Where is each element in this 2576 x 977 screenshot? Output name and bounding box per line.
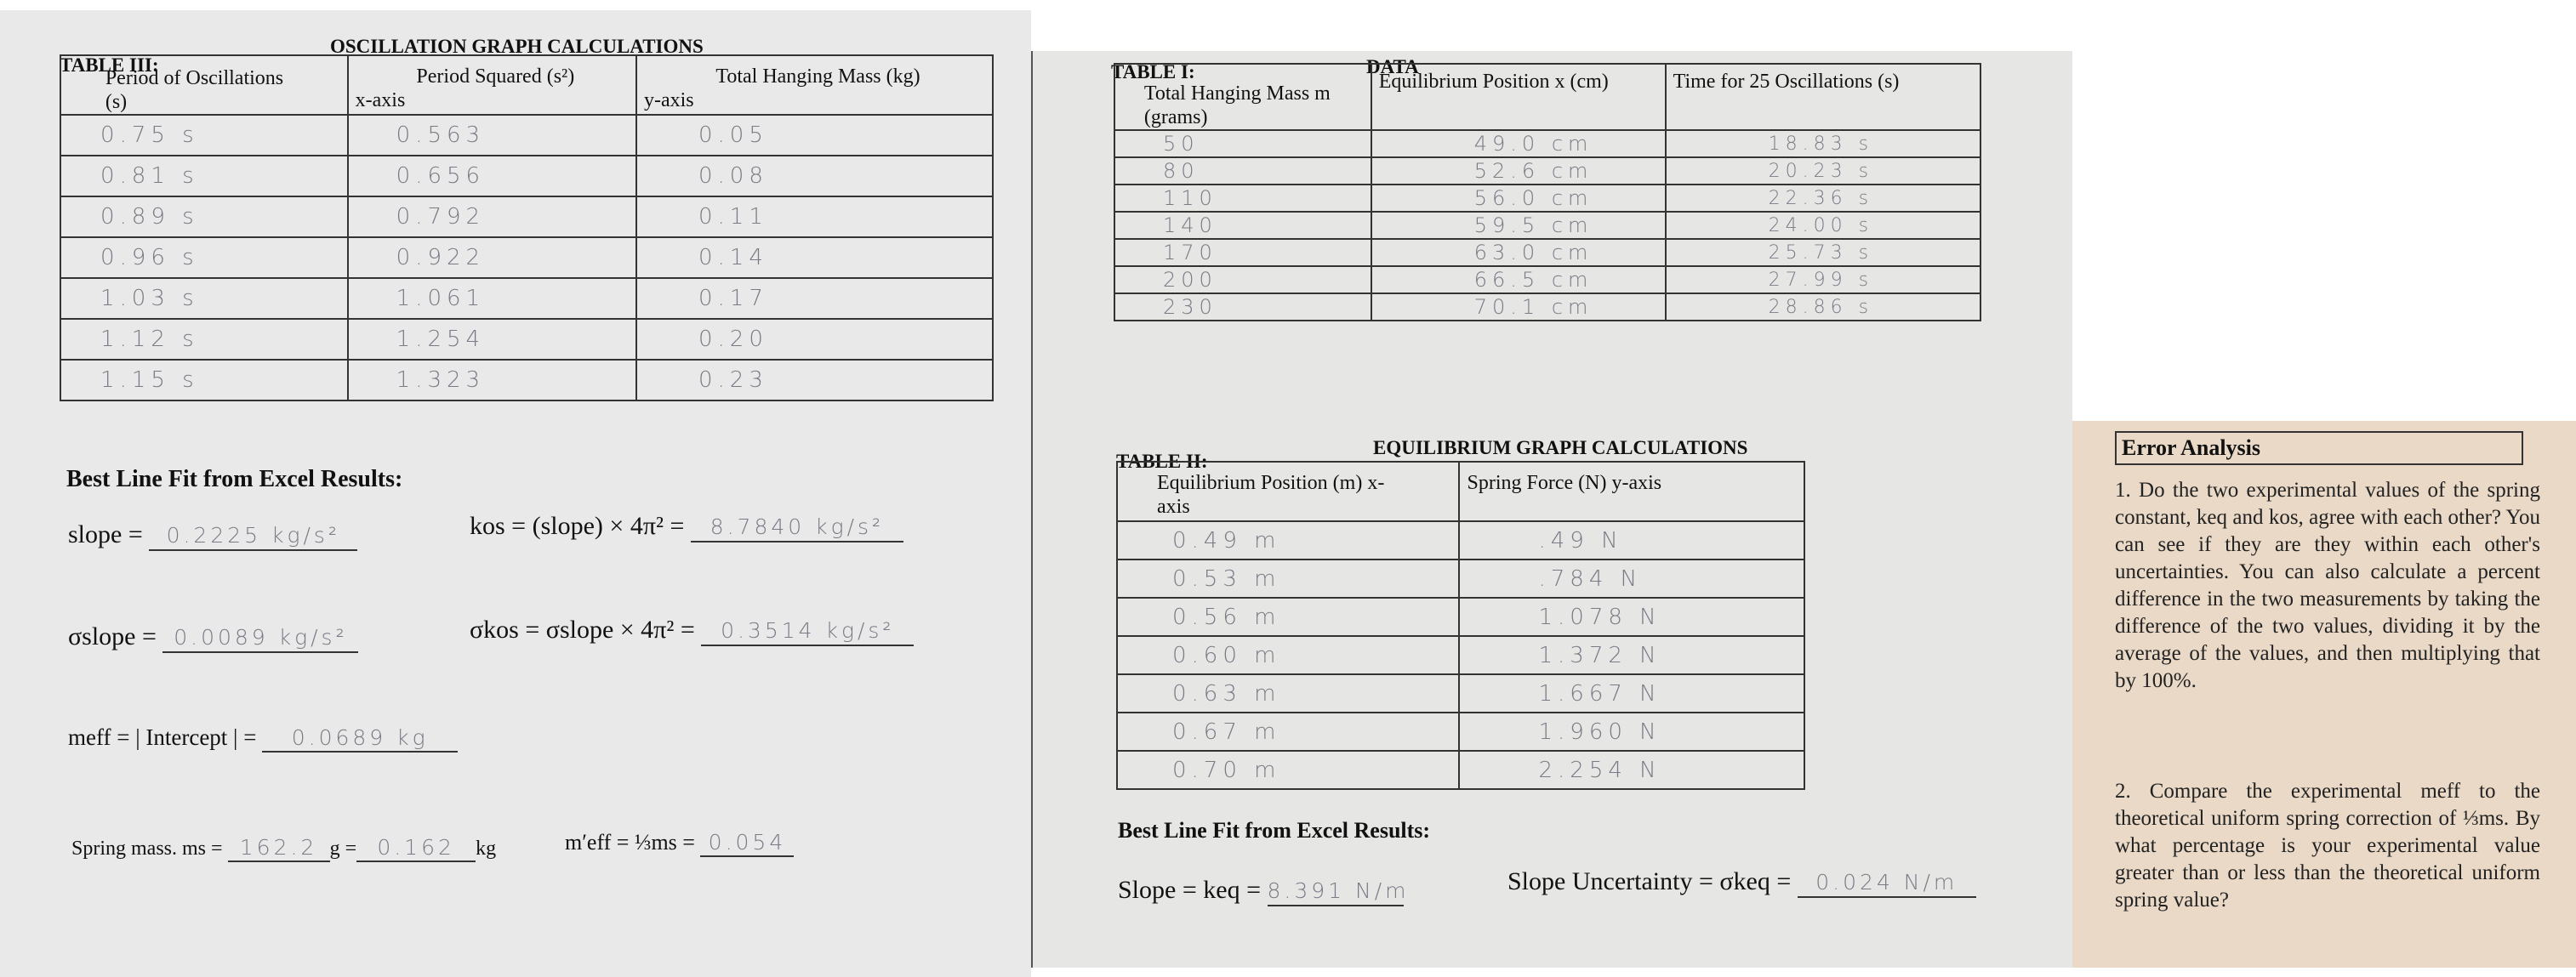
table2-grid — [1116, 461, 1805, 790]
meff-prime-value: 0.054 — [708, 830, 787, 855]
keq-label: Slope = keq = — [1118, 876, 1261, 904]
spring-mass-label: Spring mass. ms = — [71, 838, 223, 860]
table3-title: OSCILLATION GRAPH CALCULATIONS — [330, 36, 704, 57]
table1-cell: 50 — [1114, 130, 1371, 157]
table3-excel-heading: Best Line Fit from Excel Results: — [66, 466, 403, 492]
spring-mass-kg-field — [356, 835, 476, 862]
table2-cell: 0.60 m — [1117, 636, 1459, 674]
slope-label: slope = — [68, 520, 143, 548]
table3-cell: 0.81 s — [60, 156, 348, 196]
table2-cell: .49 N — [1459, 521, 1804, 560]
error-question-1: 1. Do the two experimental values of the spring constant, keq and kos, agree with each other? You can see if they are they within each other's uncertainties. You can also calculate a percent difference in the two measurements by taking the difference of the two values, dividing it by the average of the values, and then multiplying that by 100%. — [2115, 479, 2540, 692]
sigma-slope-field — [162, 622, 358, 653]
table1-header-position: Equilibrium Position x (cm) — [1371, 64, 1666, 130]
table3-row — [60, 278, 993, 319]
table3-cell: 0.17 — [636, 278, 993, 319]
table3-cell: 0.656 — [348, 156, 636, 196]
table3-cell: 0.23 — [636, 360, 993, 400]
table1-row — [1114, 293, 1980, 321]
meff-prime-field — [700, 830, 794, 857]
table1-header-time: Time for 25 Oscillations (s) — [1666, 64, 1980, 130]
table3-row — [60, 319, 993, 360]
table1-cell: 63.0 cm — [1371, 239, 1666, 266]
table2-cell: 2.254 N — [1459, 751, 1804, 789]
keq-uncertainty-label: Slope Uncertainty = σkeq = — [1507, 867, 1792, 895]
table3-cell: 0.11 — [636, 196, 993, 237]
slope-row — [68, 520, 357, 551]
table1-cell: 110 — [1114, 185, 1371, 212]
meff-value: 0.0689 kg — [291, 725, 429, 750]
table2-cell: 0.70 m — [1117, 751, 1459, 789]
table1-cell: 18.83 s — [1666, 130, 1980, 157]
table1-cell: 22.36 s — [1666, 185, 1980, 212]
table1-row — [1114, 239, 1980, 266]
spring-mass-row — [71, 835, 496, 862]
sigma-slope-row — [68, 622, 358, 653]
table3-row — [60, 156, 993, 196]
table2-cell: 0.56 m — [1117, 598, 1459, 636]
meff-prime-row — [565, 830, 794, 857]
sigma-kos-label: σkos = σslope × 4π² = — [470, 616, 695, 644]
table3-cell: 0.89 s — [60, 196, 348, 237]
table3-cell: 1.03 s — [60, 278, 348, 319]
spring-mass-g-field — [228, 835, 330, 862]
kos-value: 8.7840 kg/s² — [710, 514, 885, 539]
table1-cell: 52.6 cm — [1371, 157, 1666, 185]
table1-cell: 27.99 s — [1666, 266, 1980, 293]
table2-excel-heading: Best Line Fit from Excel Results: — [1118, 818, 1431, 843]
table1-cell: 66.5 cm — [1371, 266, 1666, 293]
table3-cell: 0.75 s — [60, 115, 348, 156]
table2-cell: 1.372 N — [1459, 636, 1804, 674]
meff-label: meff = | Intercept | = — [68, 724, 257, 750]
keq-field — [1267, 876, 1410, 906]
table1-cell: 25.73 s — [1666, 239, 1980, 266]
table2-row — [1117, 674, 1804, 713]
table3-cell: 0.08 — [636, 156, 993, 196]
table3-cell: 1.323 — [348, 360, 636, 400]
sigma-slope-value: 0.0089 kg/s² — [174, 625, 348, 650]
table3-cell: 0.96 s — [60, 237, 348, 278]
table3-cell: 0.792 — [348, 196, 636, 237]
table2-cell: 0.49 m — [1117, 521, 1459, 560]
table1-cell: 59.5 cm — [1371, 212, 1666, 239]
kos-row — [470, 512, 903, 542]
table1-cell: 28.86 s — [1666, 293, 1980, 321]
table3-header-period: Period of Oscillations (s) — [60, 55, 348, 115]
table2-row — [1117, 636, 1804, 674]
table1-cell: 170 — [1114, 239, 1371, 266]
sigma-kos-row — [470, 616, 914, 646]
table3-grid — [60, 54, 994, 401]
table1-label: TABLE I: — [1111, 61, 1195, 82]
table3-cell: 1.254 — [348, 319, 636, 360]
meff-row — [68, 724, 458, 753]
table3-row — [60, 237, 993, 278]
table3-row — [60, 196, 993, 237]
table1-cell: 230 — [1114, 293, 1371, 321]
sigma-slope-label: σslope = — [68, 622, 157, 650]
table1-title: DATA — [1366, 56, 1419, 77]
table1-cell: 24.00 s — [1666, 212, 1980, 239]
slope-value: 0.2225 kg/s² — [166, 523, 340, 548]
spring-mass-g-value: 162.2 — [239, 835, 318, 860]
meff-prime-label: m′eff = ⅓ms = — [565, 830, 695, 855]
table1-cell: 80 — [1114, 157, 1371, 185]
table3-cell: 0.05 — [636, 115, 993, 156]
table1-header-mass: Total Hanging Mass m (grams) — [1114, 64, 1371, 130]
table1-cell: 49.0 cm — [1371, 130, 1666, 157]
table1-row — [1114, 212, 1980, 239]
table2-row — [1117, 521, 1804, 560]
kos-field — [691, 512, 903, 542]
table1-grid — [1114, 63, 1981, 321]
table2-cell: 1.960 N — [1459, 713, 1804, 751]
table3-row — [60, 115, 993, 156]
table3-cell: 1.061 — [348, 278, 636, 319]
table2-row — [1117, 560, 1804, 598]
table3-header-period-squared: Period Squared (s²) x-axis — [348, 55, 636, 115]
table2-cell: 1.667 N — [1459, 674, 1804, 713]
table2-cell: 0.67 m — [1117, 713, 1459, 751]
table1-cell: 140 — [1114, 212, 1371, 239]
table1-cell: 200 — [1114, 266, 1371, 293]
keq-value: 8.391 N/m — [1267, 878, 1410, 903]
keq-uncertainty-value: 0.024 N/m — [1815, 870, 1958, 895]
table2-header-position: Equilibrium Position (m) x-axis — [1117, 462, 1459, 521]
table2-cell: 0.63 m — [1117, 674, 1459, 713]
table1-row — [1114, 157, 1980, 185]
table3-cell: 1.12 s — [60, 319, 348, 360]
table1-cell: 20.23 s — [1666, 157, 1980, 185]
table2-row — [1117, 598, 1804, 636]
error-analysis-page — [2072, 421, 2576, 968]
keq-uncertainty-field — [1798, 867, 1976, 898]
table2-header-force: Spring Force (N) y-axis — [1459, 462, 1804, 521]
table1-row — [1114, 185, 1980, 212]
spring-mass-kg-value: 0.162 — [377, 835, 455, 860]
table3-row — [60, 360, 993, 400]
table2-label: TABLE II: — [1116, 451, 1208, 472]
keq-uncertainty-row — [1507, 867, 1976, 898]
worksheet-page-tables-1-2 — [1031, 51, 2072, 968]
error-analysis-title: Error Analysis — [2115, 431, 2523, 465]
g-equals-label: g = — [329, 838, 357, 860]
table3-cell: 0.14 — [636, 237, 993, 278]
sigma-kos-value: 0.3514 kg/s² — [721, 618, 895, 643]
table2-cell: 0.53 m — [1117, 560, 1459, 598]
table3-cell: 0.563 — [348, 115, 636, 156]
kos-label: kos = (slope) × 4π² = — [470, 512, 685, 540]
table2-title: EQUILIBRIUM GRAPH CALCULATIONS — [1373, 437, 1748, 458]
table3-header-mass: Total Hanging Mass (kg) y-axis — [636, 55, 993, 115]
kg-unit-label: kg — [476, 838, 497, 860]
sigma-kos-field — [701, 616, 914, 646]
slope-field — [149, 520, 357, 551]
table1-row — [1114, 130, 1980, 157]
table2-row — [1117, 713, 1804, 751]
table2-row — [1117, 751, 1804, 789]
table3-cell: 0.20 — [636, 319, 993, 360]
error-question-2: 2. Compare the experimental meff to the theoretical uniform spring correction of ⅓ms. By what percentage is your experimental value greater than or less than the theoretical uniform spring value? — [2115, 780, 2540, 912]
table1-cell: 70.1 cm — [1371, 293, 1666, 321]
table1-row — [1114, 266, 1980, 293]
meff-field — [262, 724, 458, 753]
table2-cell: 1.078 N — [1459, 598, 1804, 636]
table2-cell: .784 N — [1459, 560, 1804, 598]
table3-cell: 0.922 — [348, 237, 636, 278]
table3-cell: 1.15 s — [60, 360, 348, 400]
keq-row — [1118, 876, 1410, 906]
table3-label: TABLE III: — [60, 54, 159, 76]
worksheet-page-table-3 — [0, 10, 1031, 977]
table1-cell: 56.0 cm — [1371, 185, 1666, 212]
